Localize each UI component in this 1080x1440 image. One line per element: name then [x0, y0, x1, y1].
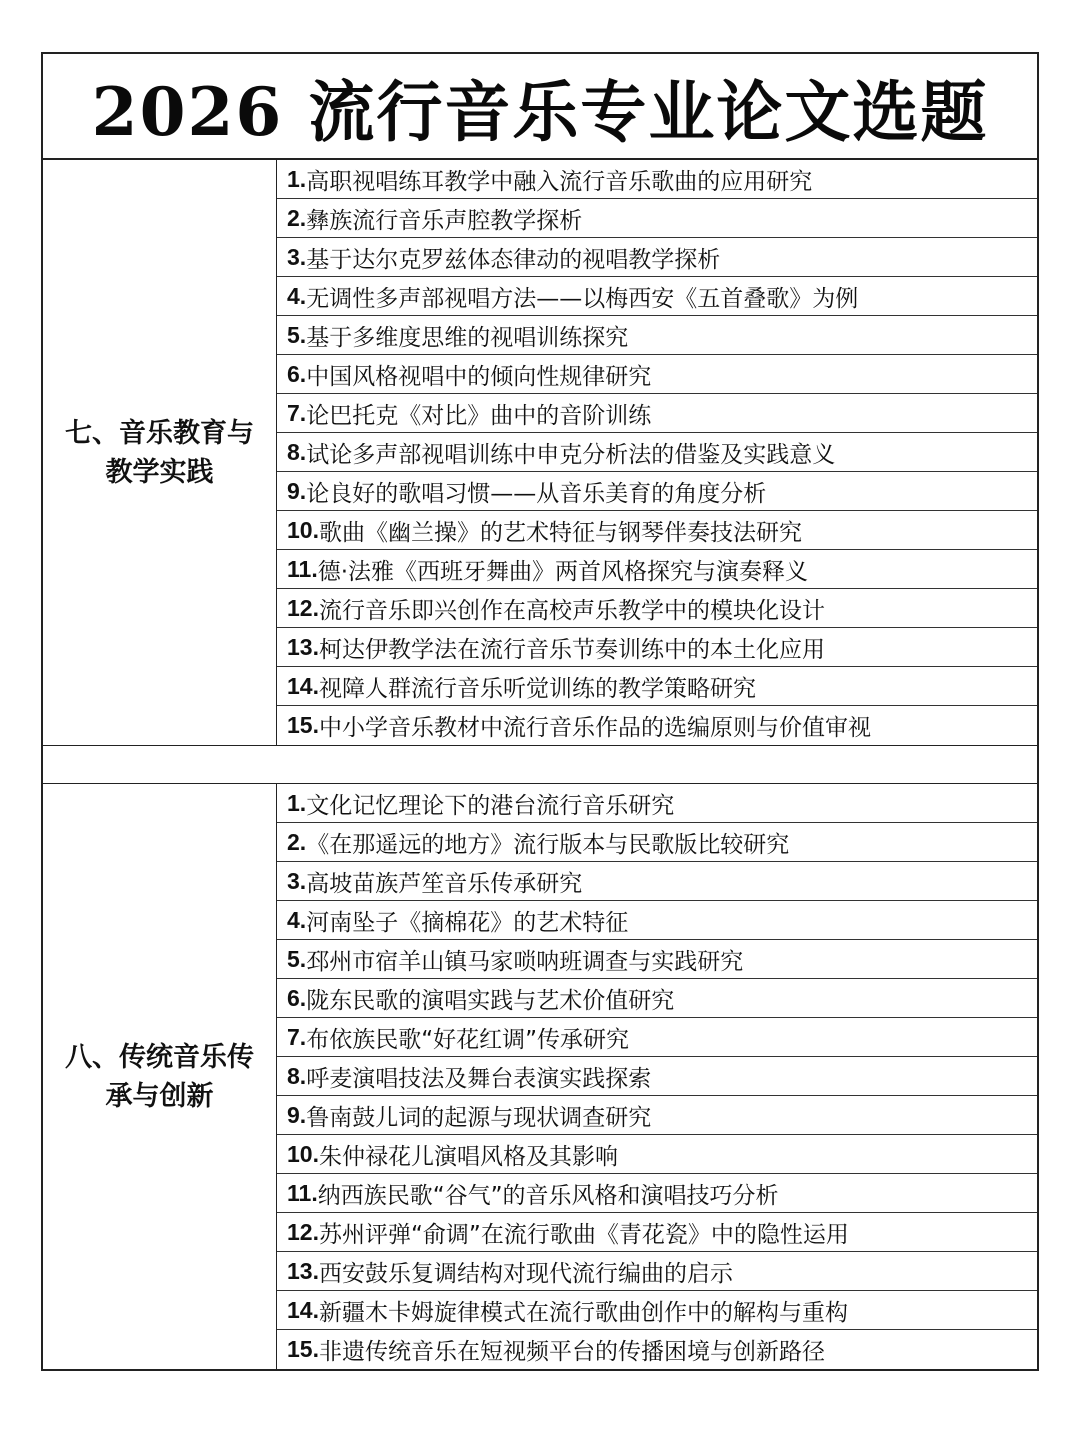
topic-row	[277, 1096, 1037, 1135]
topic-number: 15.	[287, 1336, 319, 1362]
topic-row	[277, 511, 1037, 550]
topic-row	[277, 706, 1037, 745]
topic-text: 高坡苗族芦笙音乐传承研究	[306, 870, 583, 897]
topic-number: 12.	[287, 594, 319, 621]
topic-text: 德·法雅《西班牙舞曲》两首风格探究与演奏释义	[317, 558, 809, 585]
topic-number: 2.	[287, 828, 307, 855]
topic-number: 14.	[287, 1296, 319, 1323]
topic-text: 布依族民歌“好花红调”传承研究	[306, 1026, 630, 1053]
topic-row	[277, 355, 1037, 394]
topic-text: 流行音乐即兴创作在高校声乐教学中的模块化设计	[318, 597, 825, 624]
topic-text: 高职视唱练耳教学中融入流行音乐歌曲的应用研究	[306, 168, 813, 195]
topic-row	[277, 199, 1037, 238]
topic-text: 论良好的歌唱习惯——从音乐美育的角度分析	[306, 480, 767, 507]
topic-text: 柯达伊教学法在流行音乐节奏训练中的本土化应用	[318, 636, 825, 663]
topic-text: 朱仲禄花儿演唱风格及其影响	[318, 1143, 618, 1170]
topic-number: 4.	[287, 282, 307, 309]
category-label-line1: 八、传统音乐传	[65, 1041, 254, 1073]
category-label	[65, 414, 254, 492]
topic-row	[277, 784, 1037, 823]
topic-number: 5.	[287, 945, 307, 972]
topic-number: 3.	[287, 243, 307, 270]
topic-row	[277, 277, 1037, 316]
topic-text: 西安鼓乐复调结构对现代流行编曲的启示	[318, 1260, 733, 1287]
topic-text: 无调性多声部视唱方法——以梅西安《五首叠歌》为例	[306, 285, 859, 312]
topic-row	[277, 1252, 1037, 1291]
topic-number: 12.	[287, 1218, 319, 1245]
topic-row	[277, 472, 1037, 511]
category-label-line2: 教学实践	[105, 456, 214, 488]
section-traditional-music	[43, 784, 1037, 1369]
topic-number: 8.	[287, 1062, 307, 1089]
topic-text: 新疆木卡姆旋律模式在流行歌曲创作中的解构与重构	[318, 1299, 848, 1326]
topic-number: 6.	[287, 984, 307, 1011]
category-label-line1: 七、音乐教育与	[65, 417, 254, 449]
topic-number: 7.	[287, 399, 307, 426]
topic-number: 7.	[287, 1023, 307, 1050]
topic-number: 11.	[287, 555, 318, 582]
category-cell	[43, 160, 277, 745]
topic-text: 彝族流行音乐声腔教学探析	[306, 207, 583, 234]
topic-text: 基于达尔克罗兹体态律动的视唱教学探析	[306, 246, 721, 273]
topic-row	[277, 862, 1037, 901]
topic-text: 邳州市宿羊山镇马家唢呐班调查与实践研究	[306, 948, 744, 975]
topic-text: 《在那遥远的地方》流行版本与民歌版比较研究	[306, 831, 790, 858]
topic-number: 8.	[287, 438, 307, 465]
topic-number: 1.	[287, 789, 307, 816]
topic-number: 2.	[287, 204, 307, 231]
topic-text: 论巴托克《对比》曲中的音阶训练	[306, 402, 652, 429]
topic-row	[277, 1135, 1037, 1174]
category-cell	[43, 784, 277, 1369]
topic-number: 6.	[287, 360, 307, 387]
topic-row	[277, 1291, 1037, 1330]
topic-row	[277, 1174, 1037, 1213]
topic-row	[277, 940, 1037, 979]
topic-row	[277, 667, 1037, 706]
topic-text: 视障人群流行音乐听觉训练的教学策略研究	[318, 675, 756, 702]
topic-text: 试论多声部视唱训练中申克分析法的借鉴及实践意义	[306, 441, 836, 468]
topic-row	[277, 1330, 1037, 1369]
topic-number: 13.	[287, 633, 319, 660]
topic-list	[277, 784, 1037, 1369]
topic-row	[277, 901, 1037, 940]
category-label	[65, 1038, 254, 1116]
topic-text: 苏州评弹“俞调”在流行歌曲《青花瓷》中的隐性运用	[318, 1221, 849, 1248]
topic-row	[277, 238, 1037, 277]
topic-number: 10.	[287, 516, 319, 543]
topic-number: 9.	[287, 1101, 307, 1128]
topic-text: 中小学音乐教材中流行音乐作品的选编原则与价值审视	[318, 715, 871, 741]
section-spacer	[43, 746, 1037, 784]
topic-list	[277, 160, 1037, 745]
topic-row	[277, 394, 1037, 433]
topic-text: 文化记忆理论下的港台流行音乐研究	[306, 792, 675, 819]
topic-table	[41, 52, 1039, 1371]
title-row	[43, 54, 1037, 160]
topic-row	[277, 550, 1037, 589]
topic-text: 陇东民歌的演唱实践与艺术价值研究	[306, 987, 675, 1014]
topic-number: 13.	[287, 1257, 319, 1284]
topic-number: 4.	[287, 906, 307, 933]
topic-row	[277, 1213, 1037, 1252]
topic-text: 纳西族民歌“谷气”的音乐风格和演唱技巧分析	[317, 1182, 779, 1209]
topic-number: 14.	[287, 672, 319, 699]
topic-number: 10.	[287, 1140, 319, 1167]
page-title: 2026 流行音乐专业论文选题	[91, 72, 989, 151]
topic-row	[277, 1057, 1037, 1096]
topic-row	[277, 1018, 1037, 1057]
topic-row	[277, 433, 1037, 472]
topic-text: 呼麦演唱技法及舞台表演实践探索	[306, 1065, 652, 1092]
section-music-education	[43, 160, 1037, 746]
topic-row	[277, 823, 1037, 862]
topic-number: 15.	[287, 712, 319, 738]
topic-number: 1.	[287, 165, 307, 192]
topic-row	[277, 316, 1037, 355]
topic-row	[277, 160, 1037, 199]
topic-row	[277, 628, 1037, 667]
topic-text: 非遗传统音乐在短视频平台的传播困境与创新路径	[318, 1339, 825, 1365]
topic-text: 河南坠子《摘棉花》的艺术特征	[306, 909, 629, 936]
topic-row	[277, 979, 1037, 1018]
category-label-line2: 承与创新	[105, 1080, 214, 1112]
topic-text: 鲁南鼓儿词的起源与现状调查研究	[306, 1104, 652, 1131]
topic-text: 中国风格视唱中的倾向性规律研究	[306, 363, 652, 390]
topic-text: 基于多维度思维的视唱训练探究	[306, 324, 629, 351]
topic-number: 11.	[287, 1179, 318, 1206]
topic-text: 歌曲《幽兰操》的艺术特征与钢琴伴奏技法研究	[318, 519, 802, 546]
topic-number: 9.	[287, 477, 307, 504]
topic-row	[277, 589, 1037, 628]
topic-number: 5.	[287, 321, 307, 348]
topic-number: 3.	[287, 867, 307, 894]
